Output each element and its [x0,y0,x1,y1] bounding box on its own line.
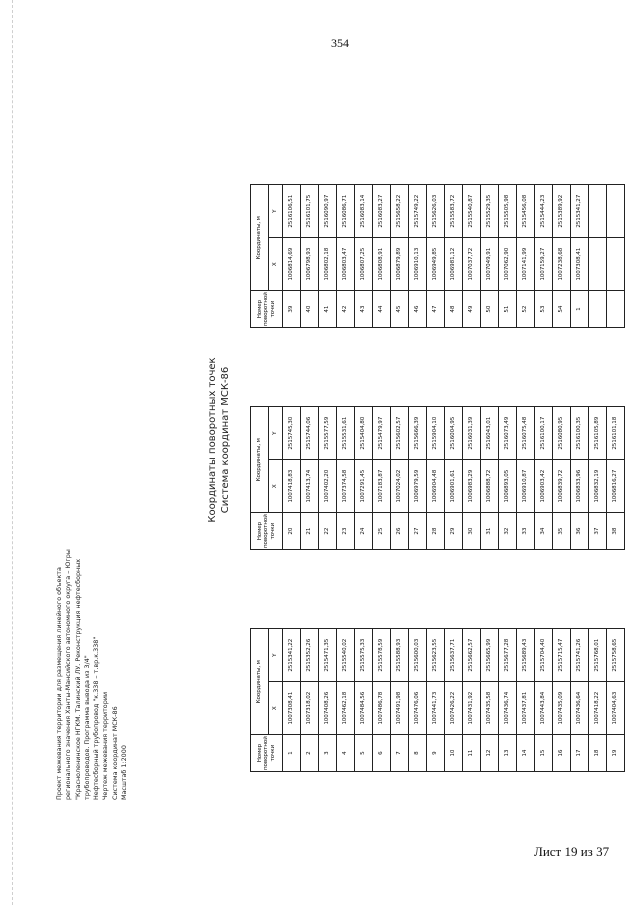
coordinate-system-heading: Система координат МСК-86 [220,366,231,514]
x-coordinate: 1007462,18 [337,682,355,735]
table-row [283,407,301,550]
table-row [427,185,445,328]
point-number: 13 [499,735,517,772]
note-line: "Красноленинское НГКМ. Талинский ЛУ. Реконструкция нефтесборных [73,558,82,800]
x-coordinate: 1007037,72 [463,238,481,291]
x-coordinate: 1007062,90 [499,238,517,291]
point-number: 53 [535,291,553,328]
point-number: 42 [337,291,355,328]
point-number: 20 [283,513,301,550]
table-row [373,629,391,772]
y-coordinate: 2516075,48 [517,407,535,460]
table-row [571,629,589,772]
y-coordinate: 2515540,87 [463,185,481,238]
coordinates-header: Координаты, м [251,407,269,513]
header-word: Номер [256,743,263,763]
table-row [535,407,553,550]
point-number: 7 [391,735,409,772]
y-coordinate: 2516043,01 [481,407,499,460]
point-number: 44 [373,291,391,328]
note-line: трубопроводов. Программа вывода из 3/4" [82,655,91,800]
x-coordinate: 1007238,68 [553,238,571,291]
table-row [373,407,391,550]
point-number: 52 [517,291,535,328]
table-row [607,629,625,772]
y-coordinate: 2515662,57 [463,629,481,682]
x-coordinate: 1007436,64 [571,682,589,735]
point-number [607,291,625,328]
x-coordinate: 1007413,74 [301,460,319,513]
point-number: 26 [391,513,409,550]
y-coordinate: 2516100,35 [571,407,589,460]
y-coordinate: 2516100,17 [535,407,553,460]
y-coordinate: 2515352,26 [301,629,319,682]
x-coordinate: 1006803,47 [337,238,355,291]
point-number: 23 [337,513,355,550]
y-coordinate: 2515444,23 [535,185,553,238]
table-row [499,185,517,328]
table-row [589,407,607,550]
table-row [445,629,463,772]
x-coordinate: 1007491,98 [391,682,409,735]
point-number: 37 [589,513,607,550]
point-number-header [251,513,283,550]
x-coordinate: 1006802,18 [319,238,337,291]
point-number-header [251,735,283,772]
point-number: 41 [319,291,337,328]
point-number: 1 [571,291,589,328]
header-word: Номер [256,299,263,319]
point-number: 15 [535,735,553,772]
rotated-content [55,70,619,810]
table-row [481,629,499,772]
page-edge-line [12,0,13,905]
point-number-header [251,291,283,328]
point-number: 22 [319,513,337,550]
y-coordinate: 2515341,22 [283,629,301,682]
y-coordinate: 2515666,39 [409,407,427,460]
y-coordinate: 2515689,43 [517,629,535,682]
x-coordinate: 1007291,45 [355,460,373,513]
x-coordinate: 1007418,22 [589,682,607,735]
table-row [337,185,355,328]
y-coordinate: 2515744,06 [301,407,319,460]
table-row [319,629,337,772]
x-coordinate: 1007418,83 [283,460,301,513]
y-header: Y [269,629,283,682]
point-number: 33 [517,513,535,550]
table-row [427,629,445,772]
y-coordinate: 2515749,22 [409,185,427,238]
point-number: 17 [571,735,589,772]
point-number: 29 [445,513,463,550]
point-number: 30 [463,513,481,550]
header-word: поворотной [263,514,270,548]
y-coordinate: 2515665,99 [481,629,499,682]
table-row [607,407,625,550]
x-coordinate: 1006888,72 [481,460,499,513]
y-coordinate: 2515479,97 [373,407,391,460]
y-coordinate: 2515505,98 [499,185,517,238]
table-row [355,185,373,328]
x-coordinate: 1006979,59 [409,460,427,513]
table-row [553,629,571,772]
y-coordinate: 2516083,14 [355,185,373,238]
y-coordinate: 2515341,27 [571,185,589,238]
y-coordinate: 2515529,35 [481,185,499,238]
table-header-row [251,407,269,550]
table-row [463,185,481,328]
table-header-row [251,629,269,772]
header-word: точки [269,744,276,762]
table-row [589,629,607,772]
coordinates-header: Координаты, м [251,185,269,291]
y-coordinate: 2515575,33 [355,629,373,682]
point-number: 51 [499,291,517,328]
table-row [427,407,445,550]
y-coordinate: 2515745,30 [283,407,301,460]
x-coordinate: 1007159,27 [535,238,553,291]
table-row [409,629,427,772]
y-coordinate: 2516101,18 [607,407,625,460]
point-number: 49 [463,291,481,328]
table-row [535,629,553,772]
point-number [589,291,607,328]
point-number: 34 [535,513,553,550]
table-row [445,407,463,550]
point-number: 3 [319,735,337,772]
y-coordinate: 2515583,72 [445,185,463,238]
x-coordinate: 1006981,12 [445,238,463,291]
project-notes [55,470,129,800]
y-coordinate: 2515768,01 [589,629,607,682]
table-row [463,629,481,772]
y-coordinate: 2515658,22 [391,185,409,238]
x-coordinate: 1006816,27 [607,460,625,513]
page-number: 354 [331,36,349,50]
y-coordinate: 2515677,28 [499,629,517,682]
point-number: 25 [373,513,391,550]
table-row [319,407,337,550]
coordinates-table-2 [250,406,625,550]
x-coordinate: 1006983,29 [463,460,481,513]
x-coordinate: 1007318,02 [301,682,319,735]
point-number: 36 [571,513,589,550]
point-number: 21 [301,513,319,550]
x-coordinate: 1007141,99 [517,238,535,291]
table-row [355,407,373,550]
point-number: 8 [409,735,427,772]
point-number: 11 [463,735,481,772]
coordinates-table-1 [250,628,625,772]
note-line: Нефтесборный трубопровод "к.338 – т.вр.к.338" [92,636,101,800]
table-row [553,407,571,550]
y-coordinate: 2515577,59 [319,407,337,460]
point-number: 18 [589,735,607,772]
x-header: Х [269,460,283,513]
coordinates-heading: Координаты поворотных точек [207,357,218,523]
table-row [517,629,535,772]
y-coordinate: 2515404,80 [355,407,373,460]
y-header: Y [269,185,283,238]
y-coordinate: 2515456,08 [517,185,535,238]
point-number: 2 [301,735,319,772]
table-row [589,185,607,328]
x-coordinate: 1007476,06 [409,682,427,735]
note-line: Масштаб 1:2000 [120,745,129,800]
table-row [337,407,355,550]
x-coordinate: 1006833,96 [571,460,589,513]
table-row [607,185,625,328]
table-row [355,629,373,772]
x-coordinate [589,238,607,291]
point-number: 50 [481,291,499,328]
table-row [517,185,535,328]
y-coordinate: 2515626,03 [427,185,445,238]
table-row [373,185,391,328]
y-coordinate: 2515389,92 [553,185,571,238]
y-coordinate: 2515600,03 [409,629,427,682]
x-coordinate: 1006903,42 [535,460,553,513]
x-coordinate: 1007441,73 [427,682,445,735]
point-number: 1 [283,735,301,772]
x-coordinate: 1007024,02 [391,460,409,513]
coordinates-table-3 [250,184,625,328]
table-row [301,185,319,328]
x-coordinate [607,238,625,291]
point-number: 5 [355,735,373,772]
point-number: 47 [427,291,445,328]
x-coordinate: 1007183,87 [373,460,391,513]
point-number: 48 [445,291,463,328]
x-coordinate: 1007404,63 [607,682,625,735]
table-row [301,407,319,550]
x-coordinate: 1007374,58 [337,460,355,513]
table-row [499,629,517,772]
table-row [391,185,409,328]
x-coordinate: 1007402,20 [319,460,337,513]
point-number: 10 [445,735,463,772]
y-header: Y [269,407,283,460]
table-row [283,185,301,328]
table-row [301,629,319,772]
table-row [391,629,409,772]
y-coordinate: 2515904,10 [427,407,445,460]
table-row [571,185,589,328]
y-coordinate: 2516031,39 [463,407,481,460]
table-header-row [251,185,269,328]
table-row [553,185,571,328]
point-number: 19 [607,735,625,772]
x-coordinate: 1006949,85 [427,238,445,291]
y-coordinate: 2515637,71 [445,629,463,682]
y-coordinate: 2515602,57 [391,407,409,460]
y-coordinate: 2515471,35 [319,629,337,682]
y-coordinate [607,185,625,238]
y-coordinate: 2515623,55 [427,629,445,682]
x-header: Х [269,682,283,735]
coordinates-header: Координаты, м [251,629,269,735]
x-coordinate: 1007435,09 [553,682,571,735]
x-coordinate: 1007435,58 [481,682,499,735]
y-coordinate: 2515704,40 [535,629,553,682]
table-row [319,185,337,328]
point-number: 4 [337,735,355,772]
x-coordinate: 1006901,61 [445,460,463,513]
x-coordinate: 1006808,91 [373,238,391,291]
y-coordinate: 2516083,27 [373,185,391,238]
x-coordinate: 1006839,72 [553,460,571,513]
header-word: точки [269,522,276,540]
x-coordinate: 1006807,25 [355,238,373,291]
point-number: 9 [427,735,445,772]
table-row [535,185,553,328]
x-coordinate: 1006910,87 [517,460,535,513]
table-row [337,629,355,772]
y-coordinate: 2515741,26 [571,629,589,682]
x-coordinate: 1006798,93 [301,238,319,291]
table-row [517,407,535,550]
table-row [463,407,481,550]
y-coordinate: 2515715,47 [553,629,571,682]
y-coordinate: 2515578,59 [373,629,391,682]
point-number: 45 [391,291,409,328]
point-number: 16 [553,735,571,772]
y-coordinate: 2516004,95 [445,407,463,460]
point-number: 6 [373,735,391,772]
y-coordinate: 2515531,61 [337,407,355,460]
x-coordinate: 1007431,92 [463,682,481,735]
note-line: Чертеж межевания территории [101,691,110,800]
table-row [499,407,517,550]
x-coordinate: 1007426,22 [445,682,463,735]
y-coordinate: 2516086,71 [337,185,355,238]
point-number: 24 [355,513,373,550]
x-coordinate: 1006814,69 [283,238,301,291]
x-header: Х [269,238,283,291]
point-number: 35 [553,513,571,550]
point-number: 46 [409,291,427,328]
point-number: 54 [553,291,571,328]
table-row [571,407,589,550]
sheet-footer: Лист 19 из 37 [534,844,610,859]
table-row [481,185,499,328]
note-line: регионального значения Ханты-Мансийского автономного округа – Югры [64,549,73,800]
y-coordinate: 2516090,97 [319,185,337,238]
point-number: 39 [283,291,301,328]
header-word: Номер [256,521,263,541]
y-coordinate: 2516080,95 [553,407,571,460]
x-coordinate: 1007484,56 [355,682,373,735]
y-coordinate: 2515588,93 [391,629,409,682]
point-number: 43 [355,291,373,328]
x-coordinate: 1006879,89 [391,238,409,291]
table-row [409,185,427,328]
x-coordinate: 1006832,19 [589,460,607,513]
x-coordinate: 1007436,74 [499,682,517,735]
x-coordinate: 1006904,48 [427,460,445,513]
y-coordinate: 2516105,89 [589,407,607,460]
x-coordinate: 1007308,41 [283,682,301,735]
point-number: 12 [481,735,499,772]
x-coordinate: 1007308,41 [571,238,589,291]
table-row [481,407,499,550]
x-coordinate: 1007486,78 [373,682,391,735]
point-number: 27 [409,513,427,550]
x-coordinate: 1007437,81 [517,682,535,735]
header-word: точки [269,300,276,318]
header-word: поворотной [263,292,270,326]
y-coordinate: 2516101,75 [301,185,319,238]
note-line: Проект межевания территории для размещения линейного объекта [55,567,63,800]
point-number: 28 [427,513,445,550]
y-coordinate: 2516106,51 [283,185,301,238]
table-row [283,629,301,772]
y-coordinate: 2515540,02 [337,629,355,682]
x-coordinate: 1007049,91 [481,238,499,291]
table-row [409,407,427,550]
table-row [391,407,409,550]
x-coordinate: 1006893,05 [499,460,517,513]
table-row [445,185,463,328]
y-coordinate [589,185,607,238]
note-line: Система координат МСК-86 [110,706,119,800]
point-number: 40 [301,291,319,328]
x-coordinate: 1006910,13 [409,238,427,291]
y-coordinate: 2516073,49 [499,407,517,460]
point-number: 31 [481,513,499,550]
header-word: поворотной [263,736,270,770]
point-number: 38 [607,513,625,550]
x-coordinate: 1007408,26 [319,682,337,735]
point-number: 14 [517,735,535,772]
y-coordinate: 2515758,65 [607,629,625,682]
point-number: 32 [499,513,517,550]
x-coordinate: 1007443,84 [535,682,553,735]
